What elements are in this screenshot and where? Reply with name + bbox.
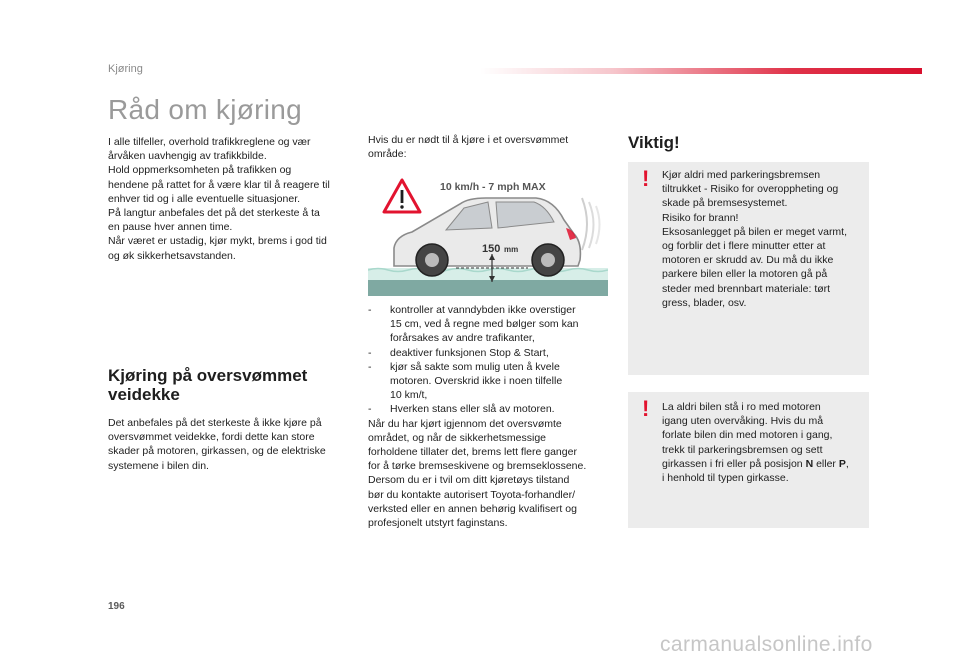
text-line: Risiko for brann! xyxy=(662,211,739,224)
text-line: og forblir det i flere minutter etter at xyxy=(662,240,826,253)
gear-p-label: P xyxy=(838,457,846,470)
important-heading: Viktig! xyxy=(628,133,680,152)
text-fragment: eller xyxy=(813,457,839,470)
text-line: tiltrukket - Risiko for overoppheting og xyxy=(662,183,839,196)
list-item xyxy=(368,303,608,346)
text-line: kontroller at vanndybden ikke overstiger xyxy=(390,304,576,316)
list-dash: - xyxy=(368,304,372,316)
text-line: motoren. Overskrid ikke i noen tilfelle xyxy=(390,375,563,388)
text-line: området, og når de sikkerhetsmessige xyxy=(368,431,547,444)
car-in-water-figure xyxy=(368,170,608,298)
text-line: kjør så sakte som mulig uten å kvele xyxy=(390,360,560,373)
text-line: 10 km/t, xyxy=(390,389,428,402)
list-item xyxy=(368,402,608,416)
text-line: Det anbefales på det sterkeste å ikke kjøre på xyxy=(108,417,322,429)
flood-instructions xyxy=(368,303,608,530)
warning-triangle-icon xyxy=(384,180,420,212)
text-line: Når været er ustadig, kjør mykt, brems i god tid xyxy=(108,235,327,248)
page-title: Råd om kjøring xyxy=(108,94,303,125)
text-line: På langtur anbefales det på det sterkeste å ta xyxy=(108,207,320,220)
text-line: område: xyxy=(368,148,407,161)
text-line: Dersom du er i tvil om ditt kjøretøys tilstand xyxy=(368,474,570,487)
text-line: bør du kontakte autorisert Toyota-forhandler/ xyxy=(368,488,576,501)
flood-intro xyxy=(368,133,608,161)
text-line: systemene i bilen din. xyxy=(108,459,209,472)
flood-illustration xyxy=(368,170,608,298)
list-item xyxy=(368,360,608,403)
page-number: 196 xyxy=(108,601,125,612)
text-line: verksted eller en annen behørig kvalifisert og xyxy=(368,502,577,515)
text-line: oversvømmet veidekke, fordi dette kan store xyxy=(108,431,315,444)
text-line: forholdene tillater det, brems lett flere ganger xyxy=(368,446,577,459)
instruction-list xyxy=(368,303,608,417)
text-line: gress, blader, osv. xyxy=(662,296,747,309)
header-accent-bar xyxy=(480,68,922,74)
road-surface xyxy=(368,280,608,296)
text-line: Hverken stans eller slå av motoren. xyxy=(390,403,555,416)
gear-n-label: N xyxy=(805,457,814,470)
text-line: årvåken uavhengig av trafikkbilde. xyxy=(108,150,267,163)
text-line: Hold oppmerksomheten på trafikken og xyxy=(108,164,292,177)
warning-text xyxy=(662,168,862,310)
text-line: profesjonelt utstyrt faginstans. xyxy=(368,517,508,530)
warning-box-unattended xyxy=(628,392,869,528)
list-dash: - xyxy=(368,403,372,416)
text-line: I alle tilfeller, overhold trafikkreglene og vær xyxy=(108,136,311,148)
list-item xyxy=(368,346,608,360)
exclamation-icon: ! xyxy=(642,396,650,421)
text-line: Eksosanlegget på bilen er meget varmt, xyxy=(662,225,848,238)
text-line: en pause hver annen time. xyxy=(108,221,233,234)
text-line: 15 cm, ved å regne med bølger som kan xyxy=(390,318,579,331)
text-line: deaktiver funksjonen Stop & Start, xyxy=(390,346,549,359)
text-line: Når du har kjørt igjennom det oversvømte xyxy=(368,417,562,430)
depth-unit: mm xyxy=(504,245,519,254)
flood-heading xyxy=(108,366,358,404)
warning-text xyxy=(662,400,862,485)
heading-line: veidekke xyxy=(108,385,180,404)
text-line: steder med brennbart materiale: tørt xyxy=(662,282,831,295)
warning-box-parking-brake xyxy=(628,162,869,375)
text-line: igang uten overvåking. Hvis du må xyxy=(662,415,824,428)
text-line: for å tørke bremseskivene og bremseklossene. xyxy=(368,460,587,473)
text-line: forårsakes av andre trafikanter, xyxy=(390,332,535,345)
heading-line: Kjøring på oversvømmet xyxy=(108,366,308,385)
depth-value: 150 xyxy=(482,243,501,255)
list-dash: - xyxy=(368,360,372,373)
text-fragment: girkassen i fri eller på posisjon xyxy=(662,457,806,470)
text-line: Hvis du er nødt til å kjøre i et oversvømmet xyxy=(368,134,569,146)
text-line-gear xyxy=(662,457,862,471)
text-line: motoren er skrudd av. Du må du ikke xyxy=(662,254,834,267)
car-icon xyxy=(394,198,580,276)
text-line: hendene på rattet for å være klar til å reagere til xyxy=(108,178,330,191)
intro-paragraph xyxy=(108,135,350,263)
text-line: parkere bilen eller la motoren gå på xyxy=(662,268,828,281)
text-line: skade på bremsesystemet. xyxy=(662,197,788,210)
text-line: og øk sikkerhetsavstanden. xyxy=(108,249,236,262)
text-line: enhver tid og i alle eventuelle situasjoner. xyxy=(108,192,301,205)
text-line: Kjør aldri med parkeringsbremsen xyxy=(662,169,821,181)
text-line: forlate bilen din med motoren i gang, xyxy=(662,429,833,442)
text-line: skader på motoren, girkassen, og de elektriske xyxy=(108,445,326,458)
exclamation-icon: ! xyxy=(642,166,650,191)
text-line: i henhold til typen girkasse. xyxy=(662,472,789,485)
text-line: trekk til parkeringsbremsen og sett xyxy=(662,443,823,456)
text-line: La aldri bilen stå i ro med motoren xyxy=(662,401,821,413)
list-dash: - xyxy=(368,346,372,359)
text-fragment: , xyxy=(845,457,849,470)
speed-label: 10 km/h - 7 mph MAX xyxy=(440,181,546,193)
section-label: Kjøring xyxy=(108,63,143,75)
flood-paragraph xyxy=(108,416,350,473)
watermark: carmanualsonline.info xyxy=(660,633,873,656)
